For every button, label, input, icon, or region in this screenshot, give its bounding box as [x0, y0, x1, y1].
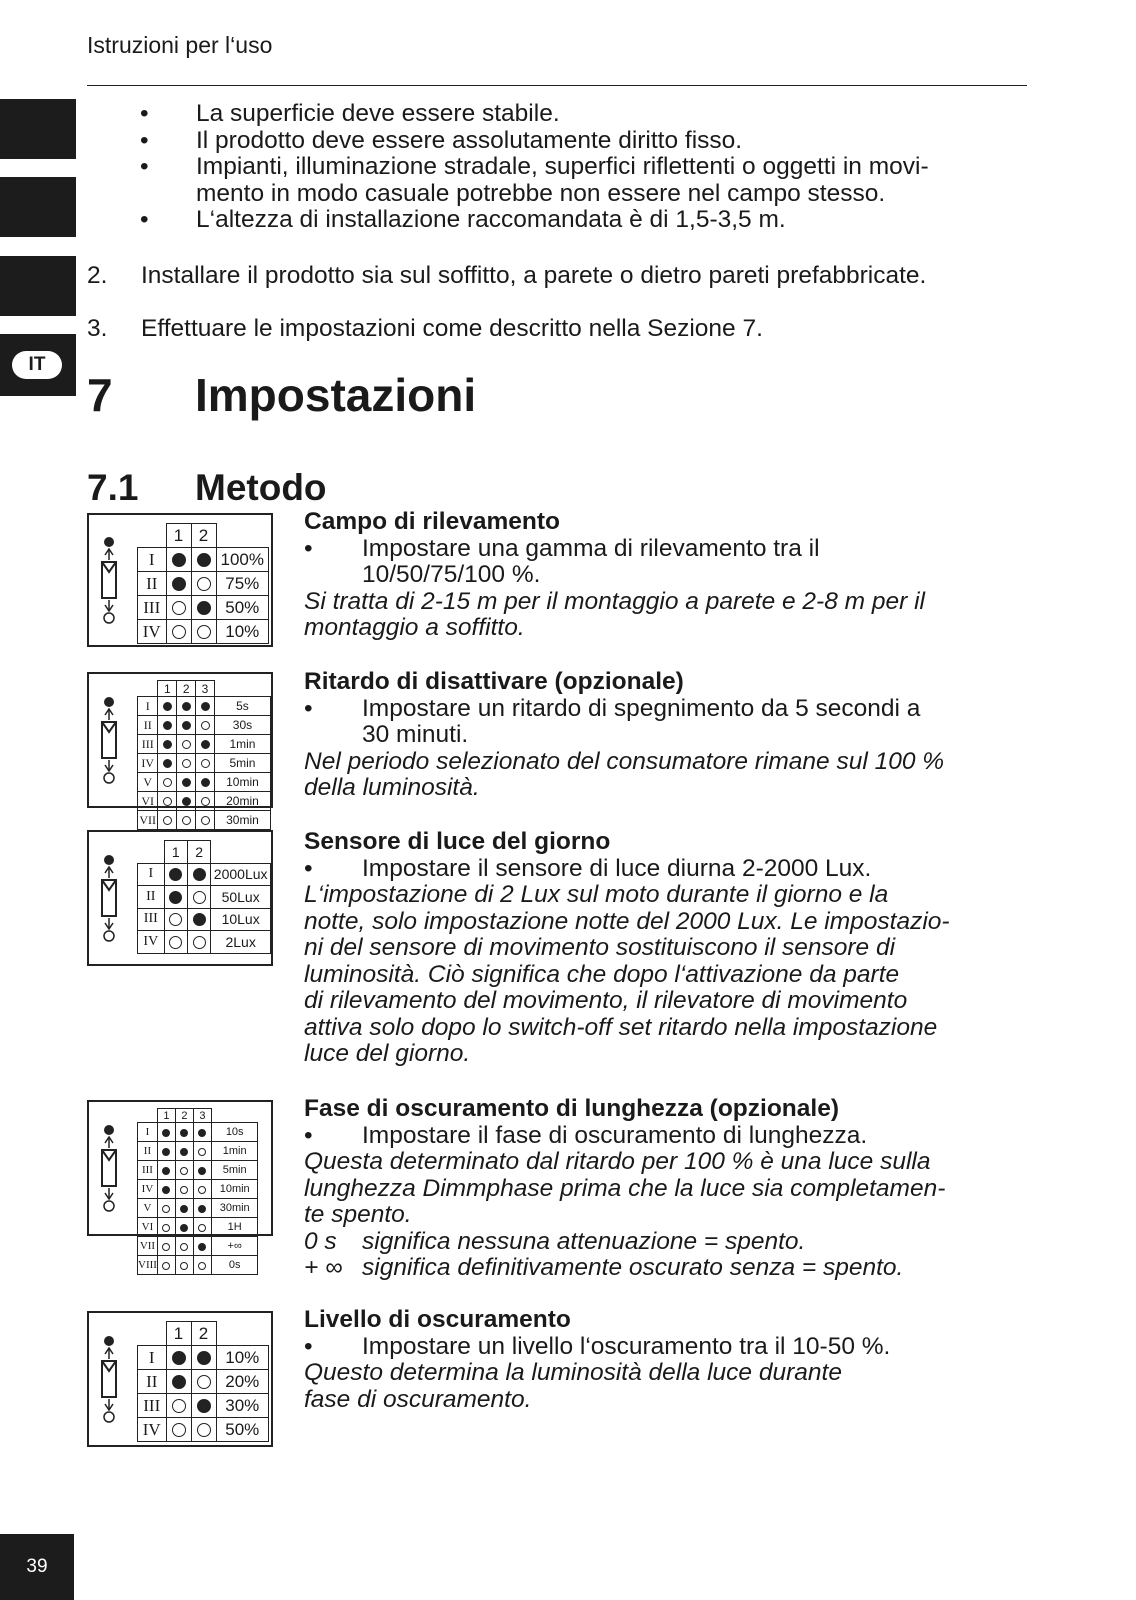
- switch-off-dot: [163, 816, 172, 825]
- dip-switch-diagram: [87, 1311, 273, 1447]
- language-badge: IT: [12, 351, 62, 379]
- setting-value: 10Lux: [211, 908, 271, 931]
- switch-on-dot: [197, 1351, 211, 1365]
- row-label: VII: [138, 811, 158, 830]
- table-row: [138, 596, 269, 620]
- setting-bullet: • Impostare una gamma di rilevamento tra il 10/50/75/100 %.: [304, 534, 820, 588]
- setting-value: 2000Lux: [211, 863, 271, 886]
- switch-off-dot: [180, 1243, 188, 1251]
- setting-value: 30min: [214, 811, 270, 830]
- switch-on-dot: [162, 1148, 170, 1156]
- setting-note: Questa determinato dal ritardo per 100 % è una luce sulla lunghezza Dimmphase prima che la luce sia completamen- te spento.: [304, 1148, 946, 1228]
- switch-on-dot: [197, 1399, 211, 1413]
- table-row: [138, 863, 271, 886]
- row-label: V: [138, 1199, 158, 1218]
- setting-value: 50Lux: [211, 886, 271, 909]
- switch-off-dot: [162, 1224, 170, 1232]
- table-row: [138, 716, 271, 735]
- page-number: 39: [0, 1534, 74, 1600]
- section-heading: 7 Impostazioni: [87, 369, 477, 421]
- switch-off-dot: [198, 1148, 206, 1156]
- dip-switch-diagram: [87, 1100, 273, 1271]
- table-row: [138, 697, 271, 716]
- list-item: • Il prodotto deve essere assolutamente diritto fisso.: [140, 126, 743, 154]
- switch-on-dot: [198, 1205, 206, 1213]
- switch-column-header: 1: [166, 524, 191, 548]
- table-row: [138, 1161, 258, 1180]
- switch-off-dot: [163, 797, 172, 806]
- table-row: [138, 1394, 269, 1418]
- setting-title: Fase di oscuramento di lunghezza (opzionale): [304, 1095, 839, 1122]
- table-row: [138, 931, 271, 954]
- setting-value: 1H: [211, 1218, 258, 1237]
- switch-on-dot: [193, 913, 206, 926]
- header-divider: [87, 85, 1027, 86]
- dip-switch-table: [137, 1108, 258, 1275]
- switch-off-dot: [201, 797, 210, 806]
- setting-bullet: • Impostare il fase di oscuramento di lunghezza.: [304, 1121, 868, 1149]
- list-item: • La superficie deve essere stabile.: [140, 100, 560, 127]
- row-label: I: [138, 548, 167, 572]
- table-row: [138, 1346, 269, 1370]
- sensor-symbol: [93, 1102, 133, 1234]
- row-label: IV: [138, 1180, 158, 1199]
- sensor-symbol: [93, 1313, 133, 1445]
- row-label: I: [138, 697, 158, 716]
- setting-value: 20min: [214, 792, 270, 811]
- setting-value: +∞: [211, 1237, 258, 1256]
- table-row: [138, 548, 269, 572]
- switch-off-dot: [172, 1423, 186, 1437]
- dip-switch-table: [137, 680, 271, 830]
- sensor-symbol: [93, 674, 133, 806]
- setting-value: 5min: [211, 1161, 258, 1180]
- table-row: [138, 735, 271, 754]
- setting-value: 0s: [211, 1256, 258, 1275]
- setting-block: [304, 669, 1034, 802]
- switch-on-dot: [182, 778, 191, 787]
- table-row: [138, 1256, 258, 1275]
- switch-on-dot: [197, 601, 211, 615]
- list-item: • Impianti, illuminazione stradale, superfici riflettenti o oggetti in movi-: [140, 153, 929, 180]
- table-row: [138, 1418, 269, 1442]
- page-header: Istruzioni per l‘uso: [87, 32, 273, 58]
- install-step: 2. Installare il prodotto sia sul soffitto, a parete o dietro pareti prefabbricate.: [87, 262, 927, 289]
- list-item-continuation: mento in modo casuale potrebbe non essere nel campo stesso.: [196, 179, 886, 207]
- row-label: III: [138, 1161, 158, 1180]
- row-label: I: [138, 1346, 167, 1370]
- dip-switch-table: [137, 1321, 269, 1442]
- row-label: II: [138, 1370, 167, 1394]
- side-tab: [0, 99, 76, 159]
- switch-on-dot: [172, 1351, 186, 1365]
- table-row: [138, 754, 271, 773]
- table-row: [138, 1218, 258, 1237]
- row-label: III: [138, 735, 158, 754]
- switch-on-dot: [182, 721, 191, 730]
- sensor-symbol: [93, 515, 133, 645]
- setting-code-line: 0 s significa nessuna attenuazione = spento.: [304, 1227, 806, 1255]
- setting-value: 2Lux: [211, 931, 271, 954]
- row-label: IV: [138, 1418, 167, 1442]
- switch-on-dot: [162, 1186, 170, 1194]
- table-row: [138, 1142, 258, 1161]
- row-label: III: [138, 1394, 167, 1418]
- switch-on-dot: [198, 1167, 206, 1175]
- setting-value: 50%: [216, 596, 269, 620]
- row-label: VII: [138, 1237, 158, 1256]
- row-label: IV: [138, 754, 158, 773]
- setting-block: [304, 829, 1034, 1068]
- switch-on-dot: [172, 553, 186, 567]
- row-label: IV: [138, 931, 165, 954]
- switch-on-dot: [198, 1243, 206, 1251]
- row-label: I: [138, 1123, 158, 1142]
- row-label: VI: [138, 792, 158, 811]
- switch-off-dot: [162, 1205, 170, 1213]
- switch-column-header: 2: [175, 1109, 193, 1123]
- switch-off-dot: [197, 1423, 211, 1437]
- setting-value: 1min: [214, 735, 270, 754]
- switch-off-dot: [163, 778, 172, 787]
- list-item: • L‘altezza di installazione raccomandata è di 1,5-3,5 m.: [140, 206, 786, 233]
- table-row: [138, 886, 271, 909]
- table-row: [138, 572, 269, 596]
- switch-column-header: 3: [196, 681, 215, 697]
- setting-bullet: • Impostare il sensore di luce diurna 2-2000 Lux.: [304, 854, 872, 882]
- switch-off-dot: [193, 936, 206, 949]
- table-row: [138, 1123, 258, 1142]
- setting-bullet: • Impostare un ritardo di spegnimento da 5 secondi a 30 minuti.: [304, 694, 921, 748]
- switch-column-header: 2: [191, 1322, 216, 1346]
- switch-on-dot: [169, 868, 182, 881]
- switch-column-header: 3: [193, 1109, 211, 1123]
- dip-switch-table: [137, 840, 271, 954]
- setting-block: [304, 1307, 1034, 1413]
- row-label: II: [138, 572, 167, 596]
- setting-bullet: • Impostare un livello l‘oscuramento tra il 10-50 %.: [304, 1332, 891, 1360]
- setting-title: Campo di rilevamento: [304, 508, 560, 535]
- switch-on-dot: [162, 1129, 170, 1137]
- switch-column-header: 2: [187, 841, 210, 864]
- setting-title: Ritardo di disattivare (opzionale): [304, 668, 684, 695]
- switch-on-dot: [180, 1224, 188, 1232]
- switch-off-dot: [198, 1186, 206, 1194]
- switch-on-dot: [201, 778, 210, 787]
- dip-switch-diagram: [87, 830, 273, 966]
- switch-off-dot: [182, 740, 191, 749]
- switch-off-dot: [201, 721, 210, 730]
- switch-on-dot: [180, 1205, 188, 1213]
- side-tab: [0, 177, 76, 237]
- switch-on-dot: [201, 702, 210, 711]
- switch-on-dot: [169, 891, 182, 904]
- row-label: III: [138, 596, 167, 620]
- switch-on-dot: [180, 1148, 188, 1156]
- switch-on-dot: [197, 553, 211, 567]
- switch-on-dot: [193, 868, 206, 881]
- table-row: [138, 792, 271, 811]
- setting-note: Questo determina la luminosità della luce durante fase di oscuramento.: [304, 1359, 842, 1413]
- switch-on-dot: [182, 797, 191, 806]
- table-row: [138, 1199, 258, 1218]
- switch-on-dot: [172, 1375, 186, 1389]
- dip-switch-diagram: [87, 672, 273, 828]
- side-tab: [0, 256, 76, 316]
- switch-off-dot: [198, 1224, 206, 1232]
- setting-value: 50%: [216, 1418, 269, 1442]
- setting-note: Si tratta di 2-15 m per il montaggio a parete e 2-8 m per il montaggio a soffitto.: [304, 587, 925, 641]
- switch-off-dot: [172, 1399, 186, 1413]
- dip-switch-diagram: [87, 513, 273, 647]
- switch-on-dot: [201, 740, 210, 749]
- row-label: II: [138, 716, 158, 735]
- setting-value: 5min: [214, 754, 270, 773]
- switch-off-dot: [198, 1262, 206, 1270]
- switch-off-dot: [172, 625, 186, 639]
- switch-column-header: 1: [164, 841, 187, 864]
- row-label: IV: [138, 620, 167, 644]
- switch-off-dot: [182, 759, 191, 768]
- setting-value: 1min: [211, 1142, 258, 1161]
- setting-title: Livello di oscuramento: [304, 1306, 571, 1333]
- switch-on-dot: [180, 1129, 188, 1137]
- switch-column-header: 1: [157, 1109, 175, 1123]
- switch-on-dot: [163, 740, 172, 749]
- setting-value: 10s: [211, 1123, 258, 1142]
- row-label: II: [138, 886, 165, 909]
- switch-on-dot: [163, 721, 172, 730]
- setting-note: L‘impostazione di 2 Lux sul moto durante il giorno e la notte, solo impostazione notte del 2000 Lux. Le impostazio- ni del sensore di movimento sostituiscono il sensore di luminosità. Ciò significa che dopo l‘attivazione da parte di rilevamento del movimento, il rilevatore di movimento attiva solo dopo lo switch-off set ritardo nella impostazione luce del giorno.: [304, 881, 950, 1067]
- table-row: [138, 811, 271, 830]
- table-row: [138, 908, 271, 931]
- setting-value: 10%: [216, 1346, 269, 1370]
- row-label: III: [138, 908, 165, 931]
- switch-off-dot: [193, 891, 206, 904]
- switch-column-header: 1: [158, 681, 177, 697]
- setting-value: 10min: [214, 773, 270, 792]
- table-row: [138, 1370, 269, 1394]
- setting-value: 30s: [214, 716, 270, 735]
- switch-on-dot: [163, 759, 172, 768]
- table-row: [138, 620, 269, 644]
- table-row: [138, 1180, 258, 1199]
- switch-on-dot: [163, 702, 172, 711]
- setting-value: 5s: [214, 697, 270, 716]
- subsection-heading: 7.1 Metodo: [87, 467, 327, 508]
- switch-column-header: 2: [191, 524, 216, 548]
- switch-on-dot: [182, 702, 191, 711]
- dip-switch-table: [137, 523, 269, 644]
- switch-off-dot: [162, 1243, 170, 1251]
- row-label: VI: [138, 1218, 158, 1237]
- row-label: V: [138, 773, 158, 792]
- switch-off-dot: [180, 1186, 188, 1194]
- switch-on-dot: [172, 577, 186, 591]
- setting-value: 75%: [216, 572, 269, 596]
- switch-off-dot: [169, 913, 182, 926]
- setting-note: Nel periodo selezionato del consumatore rimane sul 100 % della luminosità.: [304, 747, 945, 801]
- switch-off-dot: [197, 1375, 211, 1389]
- switch-off-dot: [180, 1167, 188, 1175]
- setting-block: [304, 509, 1034, 642]
- switch-off-dot: [172, 601, 186, 615]
- setting-code-line: + ∞ significa definitivamente oscurato senza = spento.: [304, 1254, 904, 1281]
- install-bullets: [140, 101, 1030, 234]
- switch-on-dot: [162, 1167, 170, 1175]
- row-label: II: [138, 1142, 158, 1161]
- switch-off-dot: [180, 1262, 188, 1270]
- language-tab: [0, 334, 76, 396]
- switch-off-dot: [182, 816, 191, 825]
- switch-off-dot: [169, 936, 182, 949]
- row-label: VIII: [138, 1256, 158, 1275]
- setting-value: 30%: [216, 1394, 269, 1418]
- switch-off-dot: [197, 577, 211, 591]
- setting-value: 100%: [216, 548, 269, 572]
- switch-column-header: 2: [177, 681, 196, 697]
- switch-off-dot: [162, 1262, 170, 1270]
- switch-column-header: 1: [166, 1322, 191, 1346]
- setting-value: 10min: [211, 1180, 258, 1199]
- setting-value: 20%: [216, 1370, 269, 1394]
- install-step: 3. Effettuare le impostazioni come descritto nella Sezione 7.: [87, 315, 763, 342]
- setting-title: Sensore di luce del giorno: [304, 828, 611, 855]
- row-label: I: [138, 863, 165, 886]
- setting-value: 30min: [211, 1199, 258, 1218]
- switch-on-dot: [198, 1129, 206, 1137]
- table-row: [138, 773, 271, 792]
- sensor-symbol: [93, 832, 133, 964]
- switch-off-dot: [201, 816, 210, 825]
- switch-off-dot: [197, 625, 211, 639]
- setting-block: [304, 1096, 1034, 1282]
- table-row: [138, 1237, 258, 1256]
- switch-off-dot: [201, 759, 210, 768]
- setting-value: 10%: [216, 620, 269, 644]
